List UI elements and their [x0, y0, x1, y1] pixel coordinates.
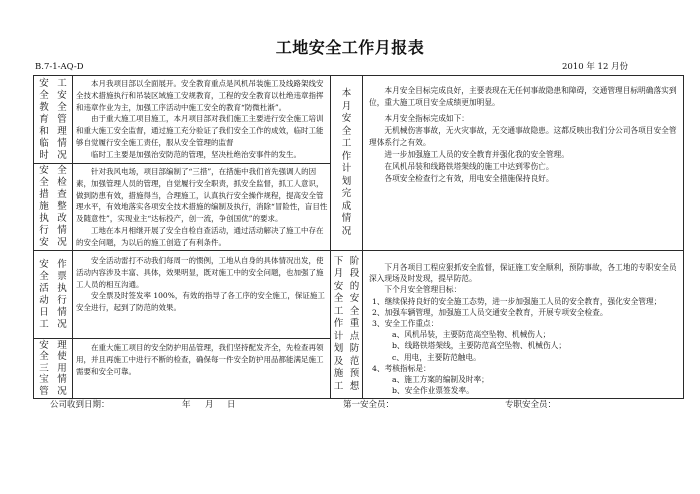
- paragraph: 在风机吊装和线路铁塔架线的施工中达到零伤亡。: [384, 162, 554, 171]
- row-label-text: 工安全管理情况: [57, 77, 67, 161]
- received-day-label: 日: [227, 400, 236, 410]
- row-label-text: 理使用情况: [57, 339, 67, 397]
- row-label-text: 安全三宝管: [39, 339, 49, 397]
- row-label-text: 下月安全工作计划及施工: [333, 255, 344, 392]
- row-label-this-month: [330, 75, 363, 251]
- first-safety-officer-label: 第一安全员：: [343, 400, 395, 410]
- paragraph: 各项安全检查行之有效，用电安全措施保持良好。: [384, 174, 554, 183]
- paragraph: 安全活动雷打不动我们每周一的惯例，工地从自身的具体情况出发，使活动内容涉及丰富、具体，效果明显，既对施工中的安全问题，也加强了施工人员的相互沟通。: [76, 256, 324, 289]
- report-table: [33, 75, 684, 399]
- plan-item: 4、考核指标是：: [372, 363, 431, 373]
- row-content-activity-day: [72, 250, 331, 339]
- plan-item: 2、加强车辆管理，加强施工人员交通安全教育，开展专项安全检查。: [372, 307, 608, 317]
- plan-sub-item: c、用电，主要防范触电。: [392, 352, 481, 362]
- received-month-label: 月: [205, 400, 214, 410]
- row-label-text: 安全活动日工: [39, 258, 49, 330]
- plan-item: 3、安全工作重点：: [372, 319, 439, 329]
- paragraph: 由于重大施工项目施工，本月项目部对我们施工主要进行安全施工培训和重大施工安全监督，通过施工充分验证了我们安全工作的成效，临时工能够自觉履行安全施工责任，服从安全管理的监督: [76, 114, 324, 147]
- row-content-this-month: [362, 75, 684, 251]
- form-code: B.7-1-AQ-D: [35, 62, 84, 72]
- row-content-protective-gear: [72, 338, 331, 399]
- paragraph: 安全票及时签发率 100%，有效的指导了各工序的安全施工，保证施工安全进行，起到了防范的效果。: [76, 291, 325, 313]
- paragraph: 在重大施工项目的安全防护用品管理，我们坚持配发齐全，先检查再领用，并且再施工中进行不断的检查，确保每一件安全防护用品都能满足施工需要和安全可靠。: [76, 343, 324, 376]
- paragraph: 工地在本月相继开展了安全自检自查活动，通过活动解决了施工中存在的安全问题，为以后的施工创造了有利条件。: [76, 225, 324, 247]
- row-label-text: 安全教育和临时: [39, 77, 49, 161]
- row-content-inspection: [72, 163, 331, 251]
- paragraph: 进一步加强施工人员的安全教育并强化我的安全管理。: [384, 150, 569, 159]
- report-period: 2010 年 12 月份: [562, 62, 629, 72]
- row-label-text: 作票执行情况: [57, 258, 67, 330]
- plan-sub-item: b、线路铁塔架线，主要防范高空坠物、机械伤人；: [392, 341, 567, 351]
- paragraph: 本月安全目标完成良好，主要表现在无任何事故隐患和障碍，交通管理目标明确落实到位，重大施工项目安全成绩更加明显。: [369, 86, 677, 107]
- row-label-education: [33, 75, 73, 164]
- row-label-inspection: [33, 163, 73, 251]
- row-label-text: 本月安全工作计划完成情况: [341, 88, 352, 237]
- plan-sub-item: b、安全作业票签发率。: [392, 386, 474, 396]
- received-date-label: 公司收到日期：: [50, 400, 110, 410]
- row-label-text: 阶段的安全重点防范预想: [349, 255, 360, 392]
- plan-sub-item: a、施工方案的编制及时率；: [392, 375, 489, 385]
- plan-item: 1、继续保持良好的安全施工态势，进一步加强施工人员的安全教育，强化安全管理；: [372, 296, 662, 306]
- fulltime-safety-officer-label: 专职安全员：: [505, 400, 557, 410]
- row-label-protective-gear: [33, 338, 73, 399]
- report-title: 工地安全工作月报表: [275, 38, 425, 57]
- paragraph: 本月我项目部以全面展开。安全教育重点是风机吊装施工及线路架线安全技术措施执行和吊装区域施工安规教育，工程的安全教育以杜绝违章指挥和违章作业为主，加强工序活动中施工安全的教育“防微杜渐”。: [76, 79, 324, 112]
- plan-sub-item: a、风机吊装，主要防范高空坠物、机械伤人；: [392, 330, 551, 340]
- row-label-text: 全检查整改情况: [57, 165, 67, 248]
- plan-goal-heading: 下个月安全管理目标：: [384, 285, 462, 295]
- paragraph: 本月安全指标完成如下：: [384, 114, 469, 123]
- plan-intro: 下月各项目工程应狠抓安全监督，保证施工安全顺利，预防事故，各工地的专职安全员深入现场及时发现，提早防范。: [369, 263, 677, 284]
- row-content-next-month: [362, 250, 684, 399]
- row-label-next-month: [330, 250, 363, 399]
- paragraph: 针对我风电场，项目部编制了“三措”，在措施中我们首先强调人的因素，加强管理人员的管理，自觉履行安全职责，抓安全监督，抓工人意识，做到防患有效，措施得当，合理施工，认真执行安全操作规程，提高安全管理水平，有效地落实各项安全技术措施的编制及执行，消除“冒险性，盲目性及随意性”，实现业主“达标投产，创一流，争创国优”的要求。: [76, 167, 328, 224]
- row-content-education: [72, 75, 331, 164]
- paragraph: 临时工主要是加强治安防范的管理，坚决杜绝治安事件的发生。: [91, 149, 301, 159]
- row-label-text: 安全措施执行安: [39, 165, 49, 248]
- paragraph: 无机械伤害事故，无火灾事故，无交通事故隐患。这都反映出我们分公司各项目安全管理体系行之有效。: [369, 126, 677, 147]
- row-label-activity-day: [33, 250, 73, 339]
- received-year-label: 年: [182, 400, 191, 410]
